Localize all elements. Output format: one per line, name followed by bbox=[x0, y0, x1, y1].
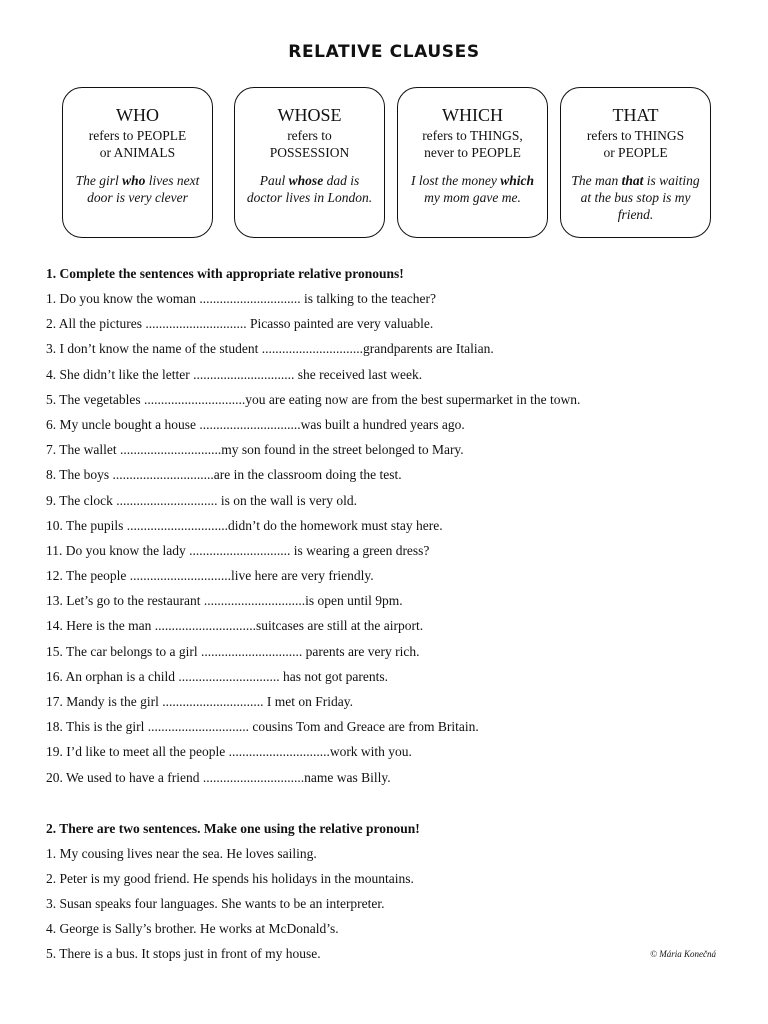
box-desc-line: refers to THINGS, bbox=[422, 128, 523, 143]
exercise-2-item: 4. George is Sally’s brother. He works at McDonald’s. bbox=[46, 921, 339, 936]
box-example: The girl who lives next door is very clever bbox=[75, 173, 200, 205]
box-example: Paul whose dad is doctor lives in London. bbox=[246, 173, 373, 205]
exercise-2-title: 2. There are two sentences. Make one using the relative pronoun! bbox=[46, 821, 420, 836]
exercise-1-item: 20. We used to have a friend ..............................name was Billy. bbox=[46, 769, 391, 785]
box-which bbox=[397, 87, 548, 238]
box-desc-line: refers to THINGS bbox=[586, 128, 685, 143]
exercise-1-item: 12. The people ..............................live here are very friendly. bbox=[46, 568, 374, 584]
exercise-1-title: 1. Complete the sentences with appropriate relative pronouns! bbox=[46, 266, 404, 281]
exercise-1-item: 17. Mandy is the girl .............................. I met on Friday. bbox=[46, 694, 353, 709]
exercise-2-item: 5. There is a bus. It stops just in front of my house. bbox=[46, 946, 321, 961]
exercise-1-item: 2. All the pictures .............................. Picasso painted are very valuable. bbox=[46, 316, 434, 332]
exercise-2 bbox=[46, 819, 736, 969]
exercise-1-item: 7. The wallet ..............................my son found in the street belonged to Mary. bbox=[46, 442, 464, 458]
box-example: The man that is waiting at the bus stop is my friend. bbox=[571, 173, 700, 222]
exercise-1-item: 15. The car belongs to a girl .............................. parents are very rich. bbox=[46, 643, 420, 659]
exercise-1-item: 14. Here is the man ..............................suitcases are still at the airport. bbox=[46, 618, 424, 634]
example-pronoun: that bbox=[621, 173, 644, 188]
page-title: RELATIVE CLAUSES bbox=[288, 42, 480, 62]
exercise-1-item: 6. My uncle bought a house ..............................was built a hundred years ago. bbox=[46, 416, 465, 432]
copyright-credit: © Mária Konečná bbox=[650, 949, 716, 959]
exercise-1-item: 1. Do you know the woman .............................. is talking to the teacher? bbox=[46, 291, 436, 306]
box-desc-line: or ANIMALS bbox=[99, 145, 176, 160]
box-heading: WHO bbox=[116, 105, 159, 125]
example-pronoun: who bbox=[122, 173, 146, 188]
box-example: I lost the money which my mom gave me. bbox=[411, 173, 534, 205]
box-description bbox=[235, 127, 384, 161]
box-whose bbox=[234, 87, 385, 238]
example-pronoun: whose bbox=[288, 173, 324, 188]
exercise-1-item: 10. The pupils ..............................didn’t do the homework must stay here. bbox=[46, 517, 443, 533]
exercise-1-item: 5. The vegetables ..............................you are eating now are from the best supermarket in the town. bbox=[46, 391, 581, 407]
box-desc-line: refers to PEOPLE bbox=[88, 128, 187, 143]
example-pronoun: which bbox=[500, 173, 534, 188]
box-desc-line: refers to bbox=[287, 128, 332, 143]
box-heading: WHOSE bbox=[277, 105, 342, 125]
box-description bbox=[398, 127, 547, 161]
exercise-1-item: 19. I’d like to meet all the people ..............................work with you. bbox=[46, 744, 412, 760]
exercise-1-item: 4. She didn’t like the letter .............................. she received last week. bbox=[46, 366, 423, 382]
pronoun-boxes bbox=[62, 87, 716, 241]
box-description bbox=[561, 127, 710, 161]
box-that bbox=[560, 87, 711, 238]
exercise-2-item: 2. Peter is my good friend. He spends his holidays in the mountains. bbox=[46, 871, 414, 886]
box-heading: WHICH bbox=[442, 105, 503, 125]
box-description bbox=[63, 127, 212, 161]
exercise-1-item: 3. I don’t know the name of the student ..............................grandparents are Italian. bbox=[46, 341, 494, 357]
exercise-1-item: 9. The clock .............................. is on the wall is very old. bbox=[46, 492, 357, 508]
exercise-1-item: 16. An orphan is a child .............................. has not got parents. bbox=[46, 668, 388, 684]
box-heading: THAT bbox=[612, 105, 659, 125]
box-who bbox=[62, 87, 213, 238]
box-desc-line: never to PEOPLE bbox=[424, 145, 521, 160]
box-desc-line: POSSESSION bbox=[269, 145, 350, 160]
exercise-1 bbox=[46, 264, 736, 793]
exercise-1-item: 11. Do you know the lady .............................. is wearing a green dress? bbox=[46, 542, 430, 558]
exercise-2-item: 3. Susan speaks four languages. She wants to be an interpreter. bbox=[46, 896, 385, 911]
exercise-1-item: 8. The boys ..............................are in the classroom doing the test. bbox=[46, 467, 402, 483]
exercise-1-item: 13. Let’s go to the restaurant ..............................is open until 9pm. bbox=[46, 593, 403, 609]
box-desc-line: or PEOPLE bbox=[603, 145, 668, 160]
exercise-2-item: 1. My cousing lives near the sea. He loves sailing. bbox=[46, 846, 317, 861]
exercise-1-item: 18. This is the girl .............................. cousins Tom and Greace are from Britain. bbox=[46, 719, 479, 735]
